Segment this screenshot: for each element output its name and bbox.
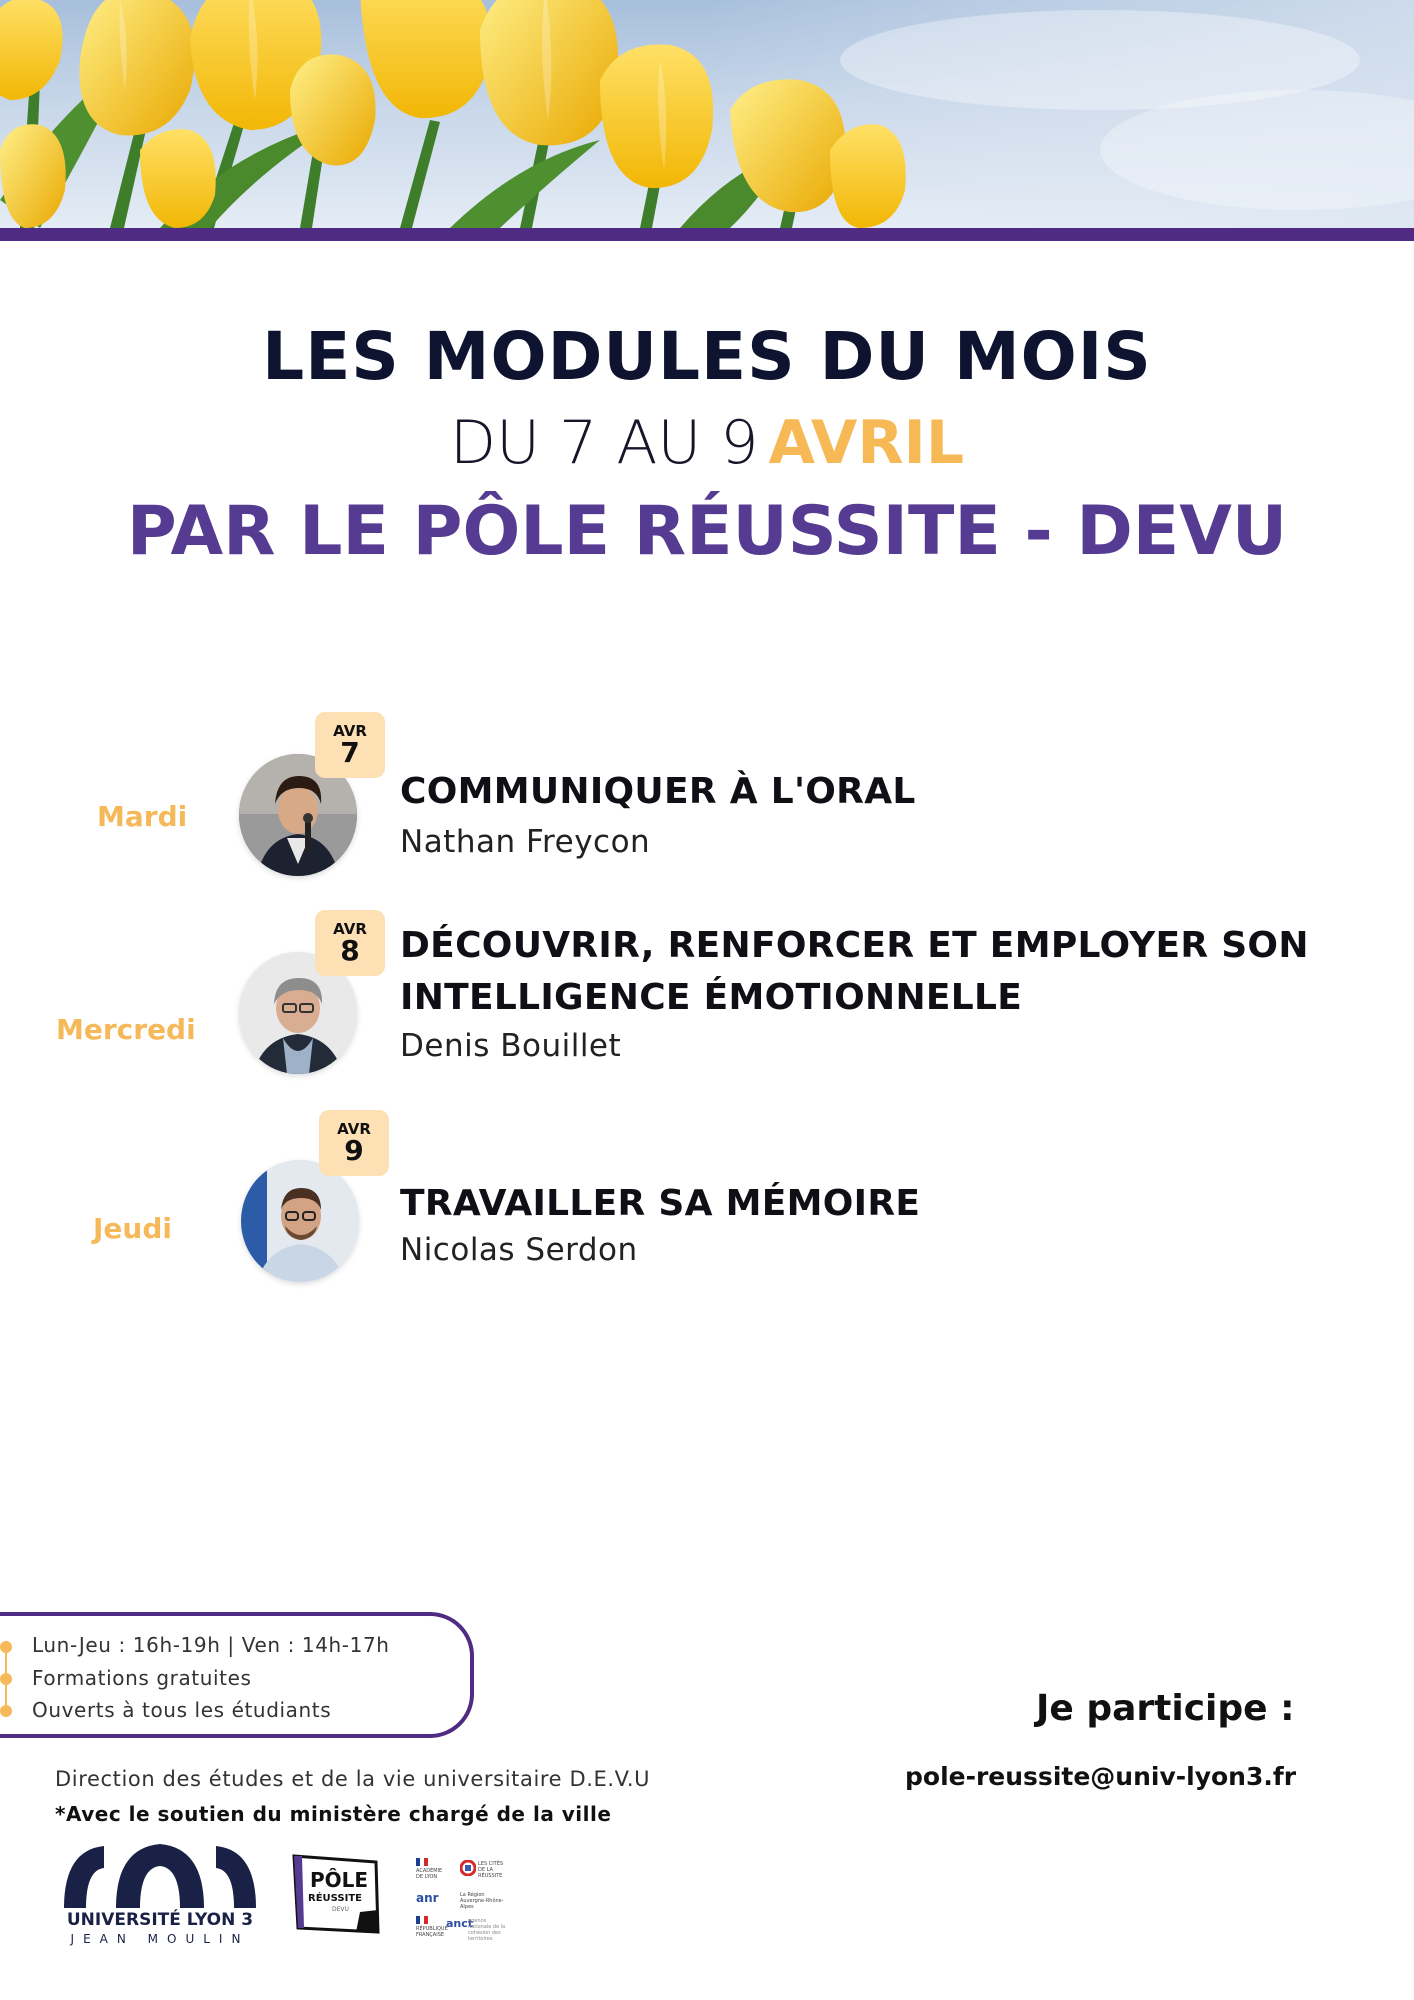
- speaker-avatar: [241, 1160, 359, 1282]
- header-banner: [0, 0, 1414, 228]
- lyon3-arches-icon: [60, 1838, 260, 1910]
- date-badge-day: 8: [340, 934, 360, 967]
- logo-pole-1: PÔLE: [310, 1868, 369, 1892]
- organizer-title: PAR LE PÔLE RÉUSSITE - DEVU: [126, 492, 1288, 571]
- bullet-dot-icon: [0, 1673, 12, 1685]
- tulips-illustration: [0, 0, 1414, 228]
- session-day: Jeudi: [93, 1212, 172, 1245]
- date-badge-month: AVR: [337, 1120, 371, 1138]
- session-title: TRAVAILLER SA MÉMOIRE: [400, 1183, 921, 1224]
- session-day: Mercredi: [56, 1013, 196, 1046]
- logo-pole-3: DEVU: [332, 1906, 349, 1913]
- date-range-month: AVRIL: [768, 408, 965, 478]
- info-item-open: Ouverts à tous les étudiants: [32, 1698, 332, 1722]
- universite-lyon3-logo: [60, 1838, 260, 1948]
- support-text: *Avec le soutien du ministère chargé de la ville: [55, 1802, 612, 1826]
- partner-academie: ACADÉMIE DE LYON: [416, 1868, 443, 1880]
- date-badge-month: AVR: [333, 722, 367, 740]
- banner-divider: [0, 228, 1414, 241]
- date-badge: [319, 1110, 389, 1176]
- partner-anct: anct: [446, 1917, 474, 1930]
- date-badge-day: 7: [340, 736, 360, 769]
- partner-logos: [414, 1858, 506, 1942]
- partner-region: La Région Auvergne-Rhône-Alpes: [460, 1892, 504, 1910]
- logo-ul-sub: JEAN MOULIN: [70, 1932, 250, 1946]
- contact-email-link[interactable]: pole-reussite@univ-lyon3.fr: [905, 1762, 1297, 1791]
- date-range: [0, 408, 1414, 478]
- speaker-name: Denis Bouillet: [400, 1028, 622, 1064]
- marianne-flag-icon: [416, 1858, 428, 1866]
- info-item-hours: Lun-Jeu : 16h-19h | Ven : 14h-17h: [32, 1633, 390, 1657]
- cites-reussite-icon: [460, 1860, 476, 1876]
- session-title: [400, 920, 1320, 1024]
- session-day: Mardi: [97, 800, 188, 833]
- direction-text: Direction des études et de la vie universitaire D.E.V.U: [55, 1767, 651, 1791]
- partner-anr: anr: [416, 1891, 439, 1905]
- logo-pole-2: RÉUSSITE: [308, 1893, 362, 1904]
- info-item-free: Formations gratuites: [32, 1666, 252, 1690]
- info-box: [0, 1612, 474, 1738]
- date-range-days: DU 7 AU 9: [449, 408, 759, 478]
- bullet-dot-icon: [0, 1641, 12, 1653]
- participate-label: Je participe :: [1036, 1688, 1295, 1729]
- session-title-line2: INTELLIGENCE ÉMOTIONNELLE: [400, 977, 1023, 1018]
- partner-republique: RÉPUBLIQUE FRANÇAISE: [416, 1926, 448, 1938]
- bullet-dot-icon: [0, 1705, 12, 1717]
- date-badge-month: AVR: [333, 920, 367, 938]
- session-title: COMMUNIQUER À L'ORAL: [400, 771, 916, 812]
- pole-reussite-logo: [290, 1852, 382, 1936]
- date-badge-day: 9: [344, 1134, 364, 1167]
- main-title: LES MODULES DU MOIS: [262, 318, 1152, 395]
- speaker-name: Nicolas Serdon: [400, 1232, 638, 1268]
- session-title-line1: DÉCOUVRIR, RENFORCER ET EMPLOYER SON: [400, 925, 1309, 966]
- speaker-name: Nathan Freycon: [400, 824, 651, 860]
- date-badge: [315, 712, 385, 778]
- partner-cites: LES CITÉS DE LA RÉUSSITE: [478, 1861, 504, 1879]
- date-badge: [315, 910, 385, 976]
- logo-ul-name: UNIVERSITÉ LYON 3: [66, 1910, 254, 1930]
- partner-anct-text: agence nationale de la cohésion des territoires: [468, 1918, 506, 1942]
- republique-flag-icon: [416, 1916, 428, 1924]
